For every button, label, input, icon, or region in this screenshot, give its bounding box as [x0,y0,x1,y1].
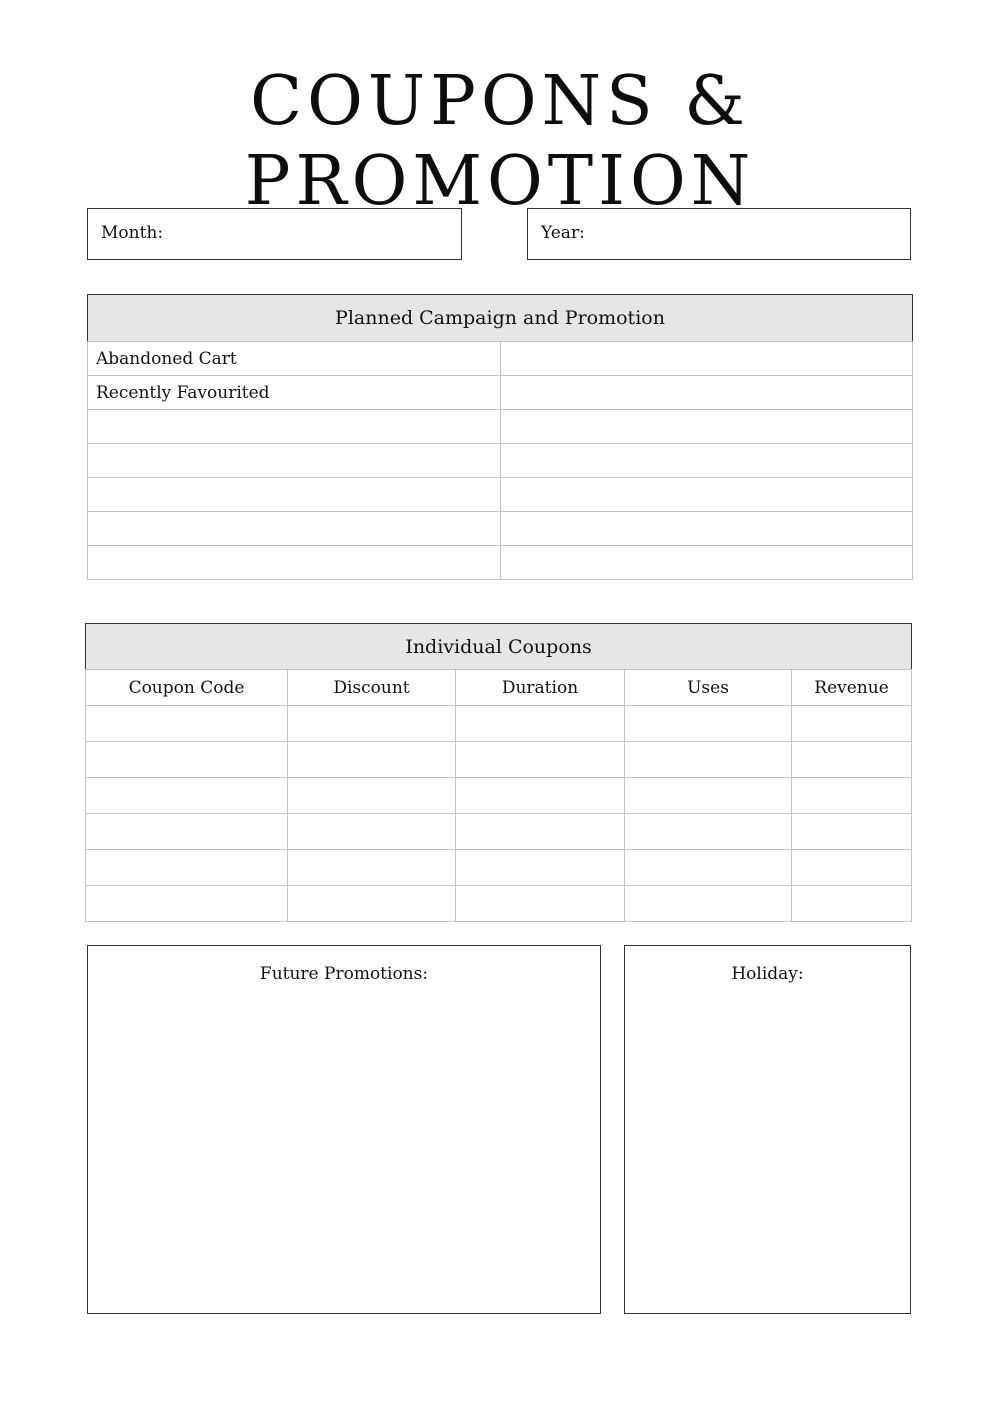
coupon-code-cell[interactable] [86,814,288,850]
column-header-uses: Uses [625,670,792,706]
table-row [86,706,912,742]
table-row [86,886,912,922]
table-row [86,814,912,850]
planned-row-value[interactable] [500,444,913,478]
duration-cell[interactable] [456,706,625,742]
revenue-cell[interactable] [792,814,912,850]
column-header-revenue: Revenue [792,670,912,706]
table-row [88,478,913,512]
coupon-code-cell[interactable] [86,850,288,886]
planned-campaign-table [87,294,913,580]
planned-row-label[interactable] [88,478,501,512]
planned-campaign-header: Planned Campaign and Promotion [88,295,913,342]
uses-cell[interactable] [625,850,792,886]
page-title: COUPONS & PROMOTION [244,62,756,221]
planned-row-label[interactable] [88,512,501,546]
year-field[interactable] [527,208,911,260]
month-field[interactable] [87,208,462,260]
revenue-cell[interactable] [792,886,912,922]
table-row [88,546,913,580]
planned-row-value[interactable] [500,512,913,546]
discount-cell[interactable] [288,886,456,922]
individual-coupons-body [86,706,912,922]
table-row [88,410,913,444]
table-row [88,376,913,410]
revenue-cell[interactable] [792,850,912,886]
discount-cell[interactable] [288,850,456,886]
planned-row-label: Abandoned Cart [88,342,501,376]
discount-cell[interactable] [288,814,456,850]
revenue-cell[interactable] [792,742,912,778]
planned-row-value[interactable] [500,478,913,512]
duration-cell[interactable] [456,814,625,850]
planned-campaign-body [88,342,913,580]
holiday-label: Holiday: [731,964,804,984]
uses-cell[interactable] [625,886,792,922]
table-row [88,342,913,376]
planned-row-label[interactable] [88,410,501,444]
coupon-code-cell[interactable] [86,778,288,814]
future-promotions-box[interactable] [87,945,601,1314]
duration-cell[interactable] [456,778,625,814]
table-row [88,444,913,478]
column-header-duration: Duration [456,670,625,706]
planned-row-label[interactable] [88,546,501,580]
uses-cell[interactable] [625,814,792,850]
discount-cell[interactable] [288,742,456,778]
planned-row-value[interactable] [500,410,913,444]
year-label: Year: [541,223,585,243]
table-row [86,742,912,778]
planned-row-value[interactable] [500,376,913,410]
column-header-discount: Discount [288,670,456,706]
holiday-box[interactable] [624,945,911,1314]
planned-row-value[interactable] [500,342,913,376]
coupon-code-cell[interactable] [86,742,288,778]
discount-cell[interactable] [288,778,456,814]
uses-cell[interactable] [625,778,792,814]
planned-row-label: Recently Favourited [88,376,501,410]
table-row [86,850,912,886]
individual-coupons-table [85,623,912,922]
table-row [88,512,913,546]
planned-row-value[interactable] [500,546,913,580]
planned-row-label[interactable] [88,444,501,478]
column-header-coupon-code: Coupon Code [86,670,288,706]
uses-cell[interactable] [625,706,792,742]
individual-coupons-header: Individual Coupons [86,624,912,670]
future-promotions-label: Future Promotions: [259,964,429,984]
revenue-cell[interactable] [792,778,912,814]
month-label: Month: [101,223,164,243]
table-row [86,778,912,814]
revenue-cell[interactable] [792,706,912,742]
duration-cell[interactable] [456,850,625,886]
coupon-code-cell[interactable] [86,886,288,922]
duration-cell[interactable] [456,742,625,778]
duration-cell[interactable] [456,886,625,922]
coupon-code-cell[interactable] [86,706,288,742]
uses-cell[interactable] [625,742,792,778]
column-header-row [86,670,912,706]
discount-cell[interactable] [288,706,456,742]
